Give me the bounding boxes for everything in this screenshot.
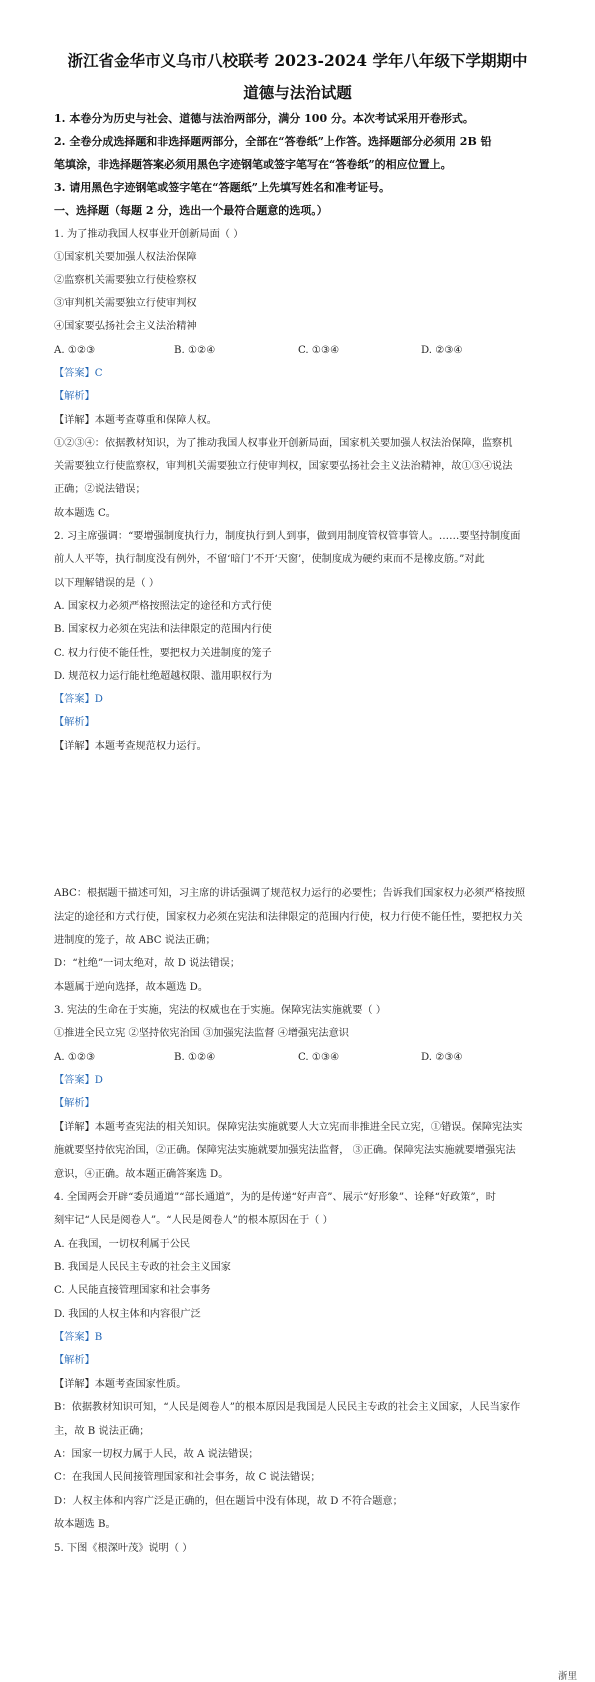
detail-line: 意识，④正确。故本题正确答案选 D。 — [54, 1169, 229, 1180]
option-b: B. ①②④ — [174, 345, 216, 356]
detail-line: ①②③④：依据教材知识，为了推动我国人权事业开创新局面，国家机关要加强人权法治保障，监察机 — [54, 438, 513, 449]
option-a: A. 国家权力必须严格按照法定的途径和方式行使 — [54, 601, 272, 612]
option-d: D. 规范权力运行能杜绝超越权限、滥用职权行为 — [54, 671, 273, 682]
question-stem: 前人人平等，执行制度没有例外，不留‘暗门’不开‘天窗’，使制度成为硬约束而不是橡皮筋。”对此 — [54, 554, 485, 565]
question-stem: 刻牢记“人民是阅卷人”。“人民是阅卷人”的根本原因在于（ ） — [54, 1215, 333, 1226]
option-d: D. 我国的人权主体和内容很广泛 — [54, 1309, 201, 1320]
detail-line: 法定的途径和方式行使，国家权力必须在宪法和法律限定的范围内行使，权力行使不能任性，要把权力关 — [54, 912, 523, 923]
page-footer: 浙里 — [557, 1671, 577, 1682]
option-a: A. ①②③ — [54, 345, 96, 356]
option-b: B. ①②④ — [174, 1052, 216, 1063]
detail-line: D：人权主体和内容广泛是正确的，但在题旨中没有体现，故 D 不符合题意； — [54, 1496, 403, 1507]
instruction-line: 2. 全卷分成选择题和非选择题两部分，全部在“答卷纸”上作答。选择题部分必须用 2B 铅 — [54, 135, 492, 148]
answer-label: 【答案】B — [54, 1332, 103, 1343]
detail-line: ABC：根据题干描述可知，习主席的讲话强调了规范权力运行的必要性；告诉我们国家权力必须严格按照 — [54, 888, 526, 899]
option-b: B. 国家权力必须在宪法和法律限定的范围内行使 — [54, 624, 272, 635]
question-stem: 以下理解错误的是（ ） — [54, 578, 160, 589]
page-subtitle: 道德与法治试题 — [243, 83, 352, 102]
section-heading: 一、选择题（每题 2 分，选出一个最符合题意的选项。） — [54, 204, 328, 217]
analysis-label: 【解析】 — [54, 717, 95, 728]
detail-line: 【详解】本题考查尊重和保障人权。 — [54, 415, 217, 426]
question-items: ①推进全民立宪 ②坚持依宪治国 ③加强宪法监督 ④增强宪法意识 — [54, 1028, 349, 1039]
option-c: C. 权力行使不能任性，要把权力关进制度的笼子 — [54, 648, 272, 659]
analysis-label: 【解析】 — [54, 1098, 95, 1109]
question-stem: 4. 全国两会开辟“委员通道”“部长通道”，为的是传递“好声音”、展示“好形象”、诠释“好政策”，时 — [54, 1192, 496, 1203]
detail-line: 本题属于逆向选择，故本题选 D。 — [54, 982, 209, 993]
option-a: A. ①②③ — [54, 1052, 96, 1063]
question-stem: 1. 为了推动我国人权事业开创新局面（ ） — [54, 229, 244, 240]
instruction-line: 1. 本卷分为历史与社会、道德与法治两部分，满分 100 分。本次考试采用开卷形式。 — [54, 112, 474, 125]
page-title: 浙江省金华市义乌市八校联考 2023-2024 学年八年级下学期期中 — [67, 51, 528, 70]
detail-line: A：国家一切权力属于人民，故 A 说法错误； — [54, 1449, 259, 1460]
detail-line: 故本题选 C。 — [54, 508, 116, 519]
detail-line: 关需要独立行使监察权，审判机关需要独立行使审判权，国家要弘扬社会主义法治精神，故①③④说法 — [54, 461, 513, 472]
option-c: C. ①③④ — [298, 345, 340, 356]
detail-line: 【详解】本题考查国家性质。 — [54, 1379, 187, 1390]
detail-line: 施就要坚持依宪治国，②正确。保障宪法实施就要加强宪法监督， ③正确。保障宪法实施就要增强宪法 — [54, 1145, 516, 1156]
question-item: ①国家机关要加强人权法治保障 — [54, 252, 197, 263]
detail-line: 进制度的笼子，故 ABC 说法正确； — [54, 935, 216, 946]
question-stem: 5. 下图《根深叶茂》说明（ ） — [54, 1543, 193, 1554]
detail-line: D：“杜绝”一词太绝对，故 D 说法错误； — [54, 958, 241, 969]
detail-line: 主，故 B 说法正确； — [54, 1426, 150, 1437]
question-stem: 3. 宪法的生命在于实施，宪法的权威也在于实施。保障宪法实施就要（ ） — [54, 1005, 387, 1016]
option-d: D. ②③④ — [421, 345, 463, 356]
detail-line: B：依据教材知识可知，“人民是阅卷人”的根本原因是我国是人民民主专政的社会主义国家，人民当家作 — [54, 1402, 521, 1413]
option-b: B. 我国是人民民主专政的社会主义国家 — [54, 1262, 231, 1273]
option-c: C. 人民能直接管理国家和社会事务 — [54, 1285, 211, 1296]
answer-label: 【答案】D — [54, 1075, 103, 1086]
option-c: C. ①③④ — [298, 1052, 340, 1063]
detail-line: 【详解】本题考查规范权力运行。 — [54, 741, 207, 752]
question-item: ④国家要弘扬社会主义法治精神 — [54, 321, 197, 332]
question-item: ②监察机关需要独立行使检察权 — [54, 275, 197, 286]
question-stem: 2. 习主席强调：“要增强制度执行力，制度执行到人到事，做到用制度管权管事管人。……要坚持制度面 — [54, 531, 521, 542]
analysis-label: 【解析】 — [54, 1355, 95, 1366]
answer-label: 【答案】D — [54, 694, 103, 705]
detail-line: 故本题选 B。 — [54, 1519, 116, 1530]
option-a: A. 在我国，一切权利属于公民 — [54, 1239, 191, 1250]
question-item: ③审判机关需要独立行使审判权 — [54, 298, 197, 309]
detail-line: 正确；②说法错误； — [54, 484, 146, 495]
detail-line: C：在我国人民间接管理国家和社会事务，故 C 说法错误； — [54, 1472, 321, 1483]
instruction-line: 3. 请用黑色字迹钢笔或签字笔在“答题纸”上先填写姓名和准考证号。 — [54, 181, 390, 194]
analysis-label: 【解析】 — [54, 391, 95, 402]
instruction-line: 笔填涂，非选择题答案必须用黑色字迹钢笔或签字笔写在“答卷纸”的相应位置上。 — [54, 158, 452, 171]
detail-line: 【详解】本题考查宪法的相关知识。保障宪法实施就要人大立宪而非推进全民立宪，①错误。保障宪法实 — [54, 1122, 523, 1133]
option-d: D. ②③④ — [421, 1052, 463, 1063]
answer-label: 【答案】C — [54, 368, 103, 379]
